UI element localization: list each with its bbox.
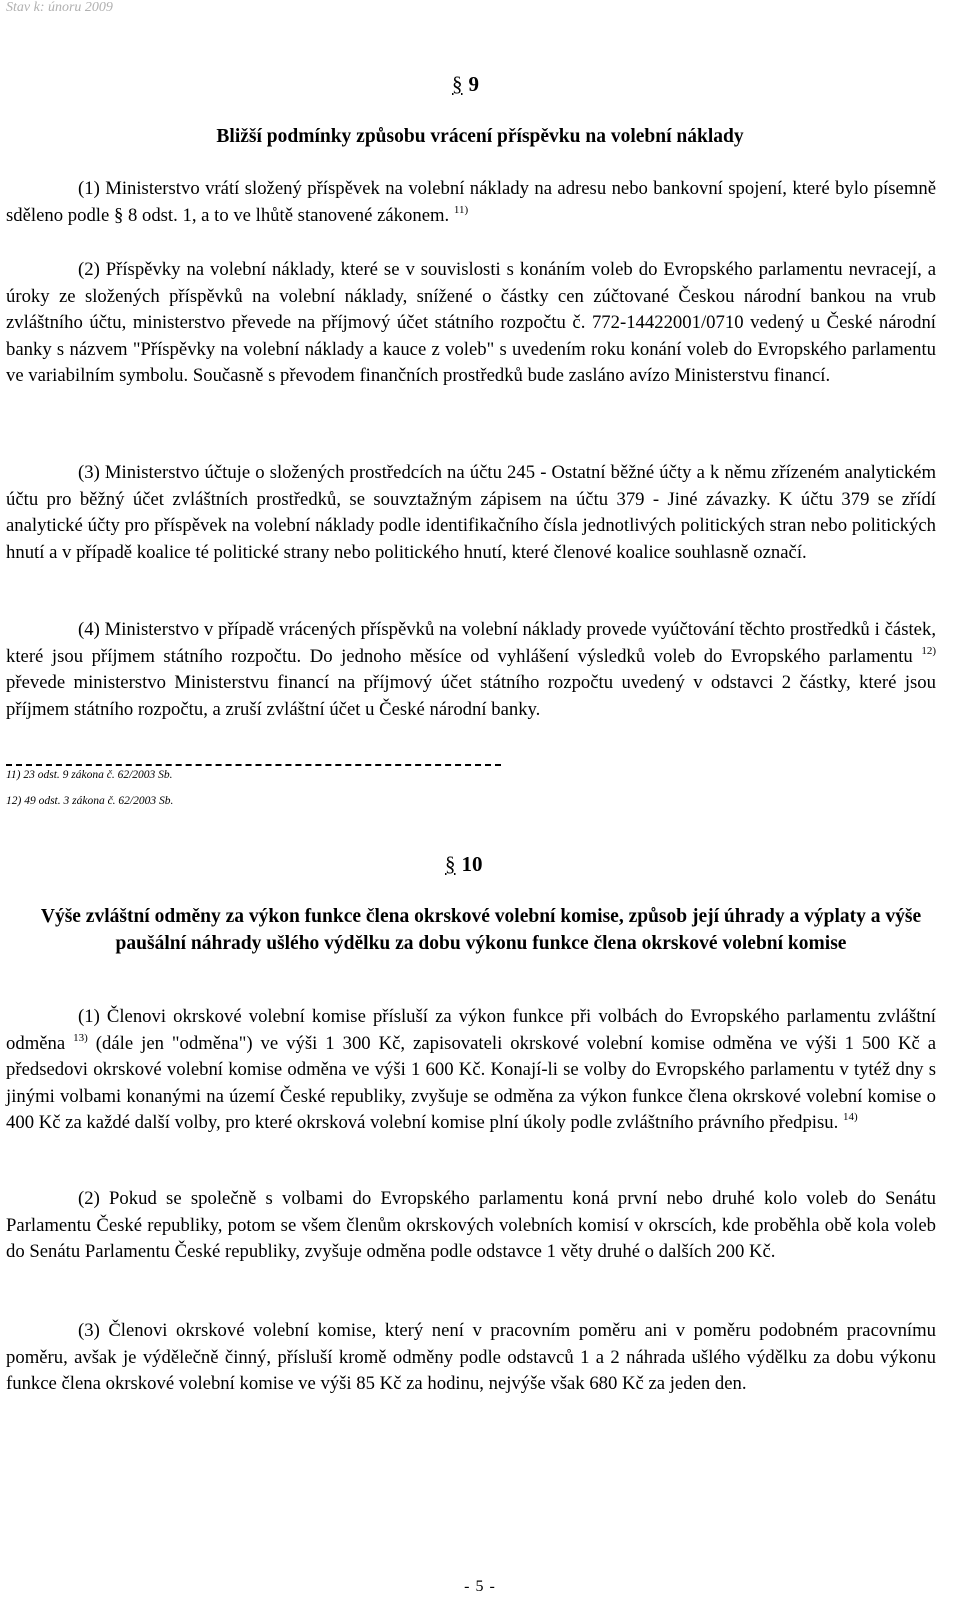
section-9-paragraph-1: (1) Ministerstvo vrátí složený příspěvek na volební náklady na adresu nebo bankovní spojení, které bylo písemně sděleno podle § 8 odst. 1, a to ve lhůtě stanovené zákonem. $^{11)}$	[6, 178, 936, 226]
section-sign: §	[452, 72, 463, 96]
footnote-11: 11) 23 odst. 9 zákona č. 62/2003 Sb.	[6, 769, 173, 781]
section-9-paragraph-3: (3) Ministerstvo účtuje o složených prostředcích na účtu 245 - Ostatní běžné účty a k němu zřízeném analytickém účtu pro běžný účet zvláštních prostředků, se souvztažným zápisem na účtu 379 - Jiné závazky. K účtu 379 se zřídí analytické účty pro příspěvek na volební náklady podle identifikačního čísla jednotlivých politických stran nebo politických hnutí a v případě koalice té politické strany nebo politického hnutí, které členové koalice souhlasně označí.	[6, 462, 936, 563]
footnote-ref: 14)	[842, 1111, 858, 1123]
footnote-separator	[6, 764, 501, 766]
section-9-heading	[452, 72, 479, 97]
section-10-paragraph-3: (3) Členovi okrskové volební komise, který není v pracovním poměru ani v poměru podobném pracovnímu poměru, avšak je výdělečně činný, přísluší kromě odměny podle odstavců 1 a 2 náhrada ušlého výdělku za dobu výkonu funkce člena okrskové volební komise ve výši 85 Kč za hodinu, nejvýše však 680 Kč za jeden den.	[6, 1320, 936, 1394]
section-10-heading	[445, 852, 483, 877]
page-number: - 5 -	[464, 1578, 496, 1595]
section-10-paragraph-2: (2) Pokud se společně s volbami do Evropského parlamentu koná první nebo druhé kolo voleb do Senátu Parlamentu České republiky, potom se všem členům okrskových volebních komisí v okrscích, kde proběhla obě kola voleb do Senátu Parlamentu České republiky, zvyšuje odměna podle odstavce 1 věty druhé o dalších 200 Kč.	[6, 1188, 936, 1262]
section-9-paragraph-2: (2) Příspěvky na volební náklady, které se v souvislosti s konáním voleb do Evropského parlamentu nevracejí, a úroky ze složených příspěvků na volební náklady, snížené o částky cen zúčtované Českou národní bankou na vrub zvláštního účtu, ministerstvo převede na příjmový účet státního rozpočtu č. 772-14422001/0710 vedený u České národní banky s názvem "Příspěvky na volební náklady a kauce z voleb" s uvedením roku konání voleb do Evropského parlamentu ve variabilním symbolu. Současně s převodem finančních prostředků bude zasláno avízo Ministerstvu financí.	[6, 259, 936, 386]
section-9-title: Bližší podmínky způsobu vrácení příspěvku na volební náklady	[216, 126, 744, 147]
section-10-title: Výše zvláštní odměny za výkon funkce člena okrskové volební komise, způsob její úhrady a výplaty a výše paušální náhrady ušlého výdělku za dobu výkonu funkce člena okrskové volební komise	[40, 906, 922, 954]
section-10-paragraph-1: (1) Členovi okrskové volební komise přísluší za výkon funkce při volbách do Evropského parlamentu zvláštní odměna $^{13)}$ (dále jen "odměna") ve výši 1 300 Kč, zapisovateli okrskové volební komise odměna ve výši 1 500 Kč a předsedovi okrskové volební komise odměna ve výši 1 600 Kč. Konají-li se volby do Evropského parlamentu v tytéž dny s jinými volbami konanými na území České republiky, zvyšuje se odměna za výkon funkce člena okrskové volební komise o 400 Kč za každé další volby, pro které okrsková volební komise plní úkoly podle zvláštního právního předpisu. $^{14)}$	[6, 1006, 937, 1133]
footnote-12: 12) 49 odst. 3 zákona č. 62/2003 Sb.	[6, 795, 174, 807]
section-sign: §	[445, 852, 456, 876]
footnote-ref: 11)	[453, 203, 469, 216]
footnote-ref: 13)	[73, 1031, 88, 1044]
section-number: 9	[468, 72, 479, 96]
running-header: Stav k: únoru 2009	[6, 0, 113, 15]
section-9-paragraph-4: (4) Ministerstvo v případě vrácených příspěvků na volební náklady provede vyúčtování těchto prostředků i částek, které jsou příjmem státního rozpočtu. Do jednoho měsíce od vyhlášení výsledků voleb do Evropského parlamentu $^{12)}$ převede ministerstvo Ministerstvu financí na příjmový účet státního rozpočtu uvedený v odstavci 2 částky, které jsou příjmem státního rozpočtu, a zruší zvláštní účet u České národní banky.	[6, 619, 936, 720]
section-number: 10	[461, 852, 483, 876]
footnote-ref: 12)	[921, 644, 936, 657]
